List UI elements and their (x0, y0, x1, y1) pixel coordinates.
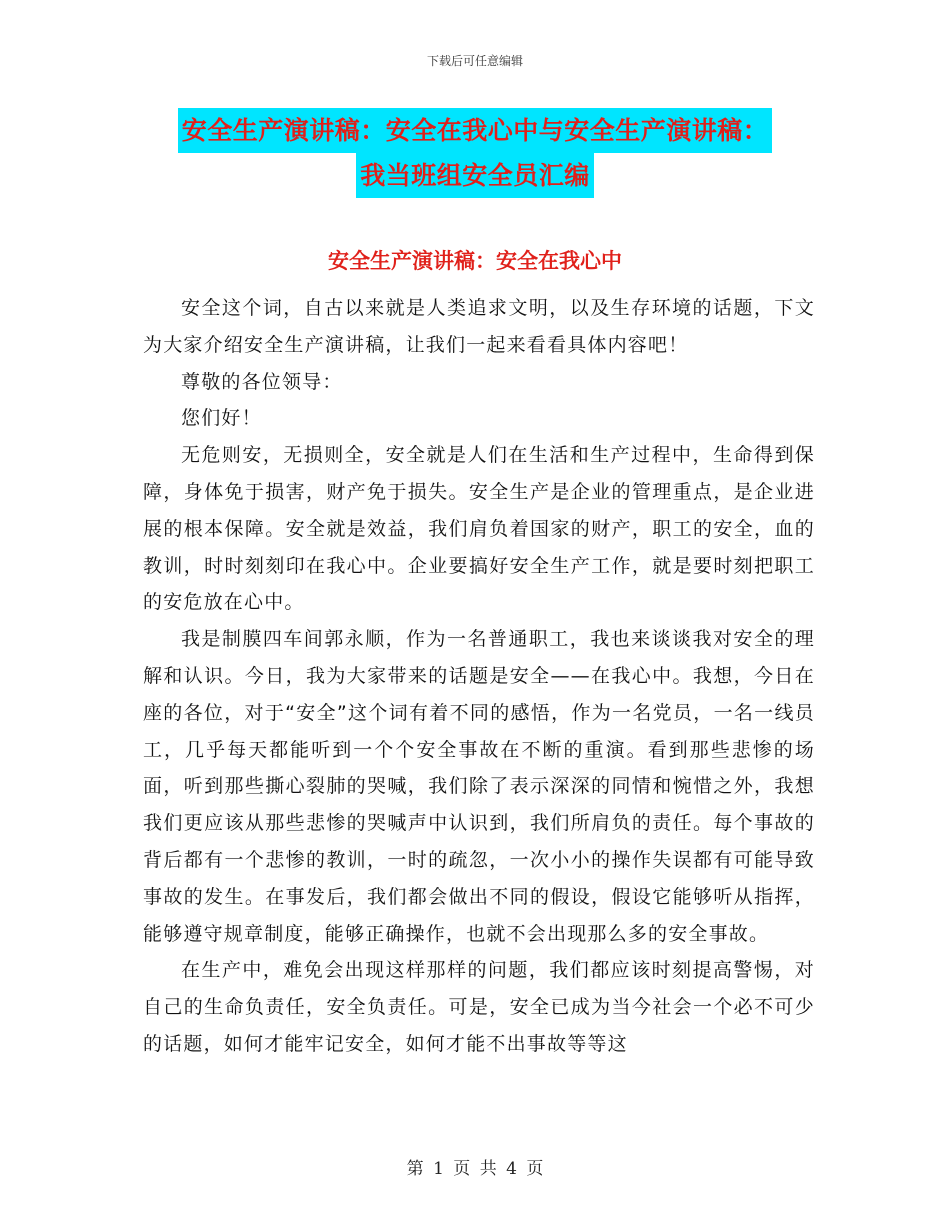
paragraph-speaker-intro: 我是制膜四车间郭永顺，作为一名普通职工，我也来谈谈我对安全的理解和认识。今日，我为大家带来的话题是安全——在我心中。我想，今日在座的各位，对于“安全”这个词有着不同的感悟，作为一名党员，一名一线员工，几乎每天都能听到一个个安全事故在不断的重演。看到那些悲惨的场面，听到那些撕心裂肺的哭喊，我们除了表示深深的同情和惋惜之外，我想我们更应该从那些悲惨的哭喊声中认识到，我们所肩负的责任。每个事故的背后都有一个悲惨的教训，一时的疏忽，一次小小的操作失误都有可能导致事故的发生。在事发后，我们都会做出不同的假设，假设它能够听从指挥，能够遵守规章制度，能够正确操作，也就不会出现那么多的安全事故。 (143, 628, 815, 945)
page-footer-number: 第 1 页 共 4 页 (406, 1159, 544, 1179)
page-header-note: 下载后可任意编辑 (426, 54, 523, 68)
document-title-line-2: 我当班组安全员汇编 (356, 153, 594, 198)
paragraph-greeting: 您们好！ (181, 407, 262, 430)
paragraph-salutation: 尊敬的各位领导： (181, 370, 343, 393)
paragraph-production-issues: 在生产中，难免会出现这样那样的问题，我们都应该时刻提高警惕，对自己的生命负责任，安全负责任。可是，安全已成为当今社会一个必不可少的话题，如何才能牢记安全，如何才能不出事故等等这 (143, 959, 815, 1055)
paragraph-safety-definition: 无危则安，无损则全，安全就是人们在生活和生产过程中，生命得到保障，身体免于损害，财产免于损失。安全生产是企业的管理重点，是企业进展的根本保障。安全就是效益，我们肩负着国家的财产，职工的安全，血的教训，时时刻刻印在我心中。企业要搞好安全生产工作，就是要时刻把职工的安危放在心中。 (143, 444, 815, 614)
paragraph-intro: 安全这个词，自古以来就是人类追求文明，以及生存环境的话题，下文为大家介绍安全生产演讲稿，让我们一起来看看具体内容吧！ (143, 297, 815, 356)
document-title (0, 108, 950, 198)
section-title: 安全生产演讲稿：安全在我心中 (328, 249, 622, 273)
document-body (143, 290, 815, 1063)
document-title-line-1: 安全生产演讲稿：安全在我心中与安全生产演讲稿： (178, 108, 773, 153)
